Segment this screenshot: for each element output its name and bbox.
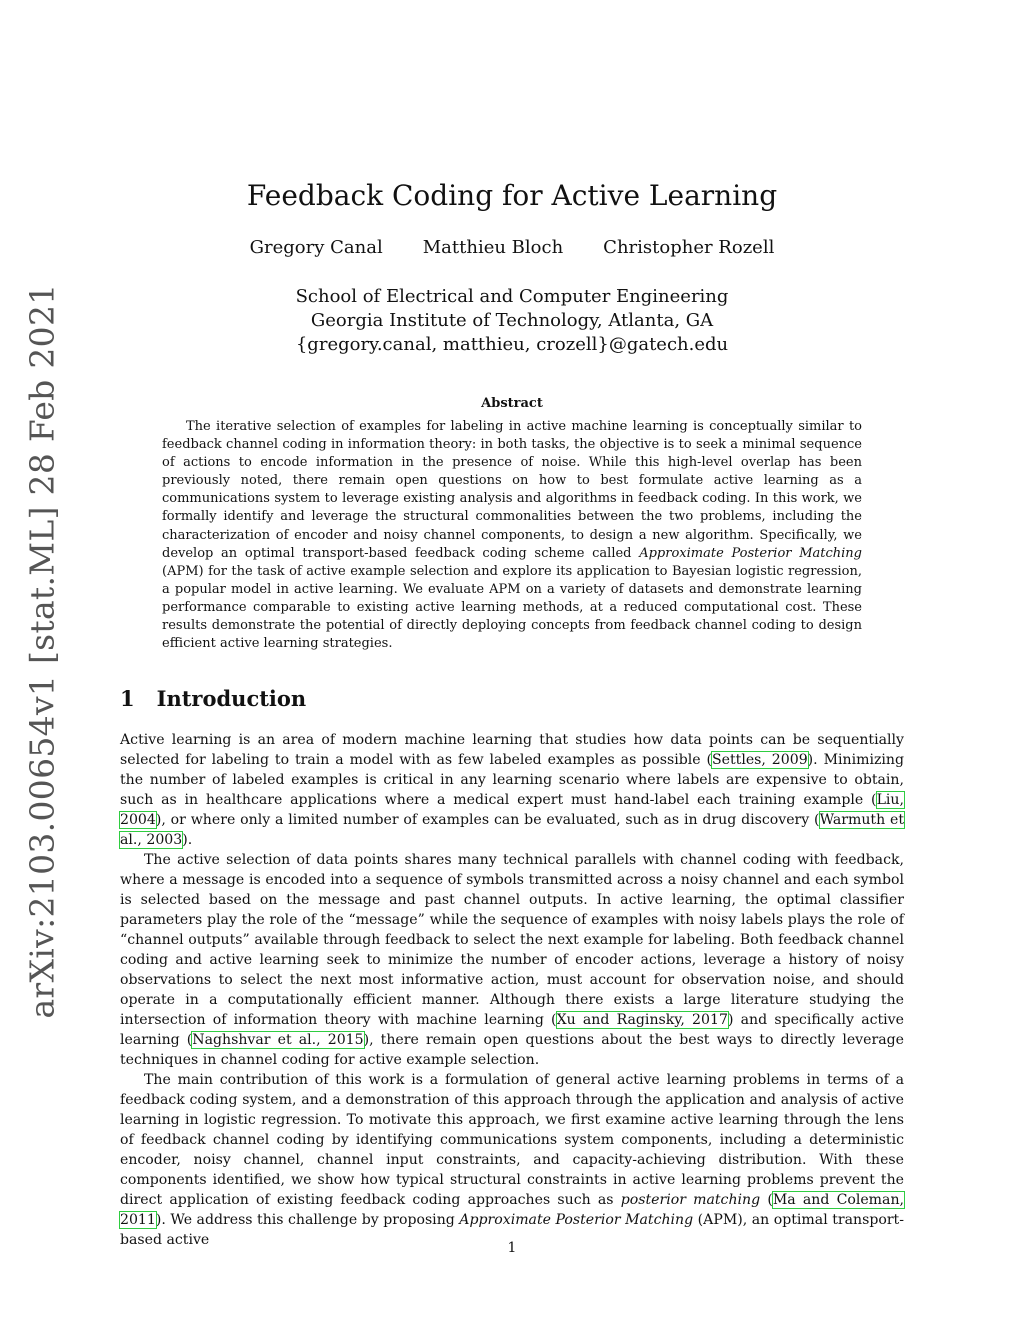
- paper-title: Feedback Coding for Active Learning: [246, 179, 778, 212]
- author-name: Gregory Canal: [249, 237, 383, 258]
- citation-link[interactable]: Settles, 2009: [712, 752, 808, 768]
- affiliation-school: School of Electrical and Computer Engineering: [295, 286, 729, 307]
- author-list: [0, 237, 1024, 258]
- affiliation-emails: {gregory.canal, matthieu, crozell}@gatech.edu: [295, 334, 729, 355]
- emphasis-text: Approximate Posterior Matching: [639, 545, 862, 561]
- intro-paragraph-1: Active learning is an area of modern machine learning that studies how data points can be sequentially selected for labeling to train a model with as few labeled examples as possible (Settles, 2009). Minimizing the number of labeled examples is critical in any learning scenario where labels are expensive to obtain, such as in healthcare applications where a medical expert must hand-label each training example (Liu, 2004), or where only a limited number of examples can be evaluated, such as in drug discovery (Warmuth et al., 2003).: [120, 732, 904, 848]
- citation-link[interactable]: Naghshvar et al., 2015: [192, 1032, 364, 1048]
- emphasis-text: posterior matching: [620, 1192, 761, 1208]
- intro-paragraph-3: The main contribution of this work is a formulation of general active learning problems in terms of a feedback coding system, and a demonstration of this approach through the application and analysis of active learning in logistic regression. To motivate this approach, we first examine active learning through the lens of feedback channel coding by identifying communications system components, including a deterministic encoder, noisy channel, channel input constraints, and capacity-achieving distribution. With these components identified, we show how typical structural constraints in active learning problems prevent the direct application of existing feedback coding approaches such as posterior matching (Ma and Coleman, 2011). We address this challenge by proposing Approximate Posterior Matching (APM), an optimal transport-based active: [120, 1072, 905, 1248]
- citation-link[interactable]: Ma and Coleman, 2011: [120, 1192, 905, 1228]
- abstract-heading: Abstract: [481, 396, 543, 411]
- author-name: Matthieu Bloch: [422, 237, 564, 258]
- citation-link[interactable]: Liu, 2004: [120, 792, 904, 828]
- section-heading-introduction: [120, 686, 306, 711]
- affiliation-block: [0, 285, 1024, 357]
- introduction-body: [120, 730, 904, 1250]
- section-number: 1: [120, 686, 135, 711]
- page-number: 1: [507, 1240, 517, 1256]
- citation-link[interactable]: Xu and Raginsky, 2017: [556, 1012, 728, 1028]
- emphasis-text: Approximate Posterior Matching: [459, 1212, 694, 1228]
- citation-link[interactable]: Warmuth et al., 2003: [120, 812, 904, 848]
- affiliation-institute: Georgia Institute of Technology, Atlanta, GA: [310, 310, 714, 331]
- section-title: Introduction: [156, 686, 307, 711]
- intro-paragraph-2: The active selection of data points shares many technical parallels with channel coding with feedback, where a message is encoded into a sequence of symbols transmitted across a noisy channel and each symbol is selected based on the message and past channel outputs. In active learning, the optimal classifier parameters play the role of the “message” while the sequence of examples with noisy labels plays the role of “channel outputs” available through feedback to select the next example for labeling. Both feedback channel coding and active learning seek to minimize the number of encoder actions, leverage a history of noisy observations to select the next most informative action, must account for observation noise, and should operate in a computationally efficient manner. Although there exists a large literature studying the intersection of information theory with machine learning (Xu and Raginsky, 2017) and specifically active learning (Naghshvar et al., 2015), there remain open questions about the best ways to directly leverage techniques in channel coding for active example selection.: [120, 852, 904, 1068]
- abstract-body: The iterative selection of examples for labeling in active machine learning is conceptually similar to feedback channel coding in information theory: in both tasks, the objective is to seek a minimal sequence of actions to encode information in the presence of noise. While this high-level overlap has been previously noted, there remain open questions on how to best formulate active learning as a communications system to leverage existing analysis and algorithms in feedback coding. In this work, we formally identify and leverage the structural commonalities between the two problems, including the characterization of encoder and noisy channel components, to design a new algorithm. Specifically, we develop an optimal transport-based feedback coding scheme called Approximate Posterior Matching (APM) for the task of active example selection and explore its application to Bayesian logistic regression, a popular model in active learning. We evaluate APM on a variety of datasets and demonstrate learning performance comparable to existing active learning methods, at a reduced computational cost. These results demonstrate the potential of directly deploying concepts from feedback channel coding to design efficient active learning strategies.: [162, 419, 862, 652]
- author-name: Christopher Rozell: [603, 237, 775, 258]
- arxiv-identifier-stamp: arXiv:2103.00654v1 [stat.ML] 28 Feb 2021: [22, 283, 62, 1019]
